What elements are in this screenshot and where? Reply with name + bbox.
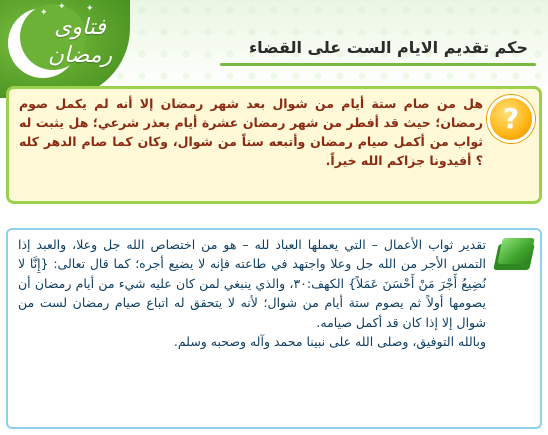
answer-box bbox=[6, 228, 542, 429]
answer-paragraph: تقدير ثواب الأعمال – التي يعملها العباد لله – هو من اختصاص الله جل وعلا، والعبد إذا التمس الأجر من الله جل وعلا واجتهد في طاعته فإنه لا يضيع أجره؛ كما قال تعالى: {إِنَّا لا نُضِيعُ أَجْرَ مَنْ أَحْسَنَ عَمَلاً} الكهف:٣٠، والذي ينبغي لمن كان عليه شيء من أيام رمضان أن يصومها أولاً ثم يصوم ستة أيام من شوال؛ لأنه لا يتحقق له اتباع صيام رمضان لست من شوال إلا إذا كان قد أكمل صيامه. bbox=[18, 237, 486, 330]
star-icon: ✦ bbox=[86, 4, 94, 14]
page-title: حكم تقديم الايام الست على القضاء bbox=[248, 38, 528, 57]
book-icon bbox=[494, 236, 534, 272]
answer-closing: وبالله التوفيق، وصلى الله على نبينا محمد وآله وصحبه وسلم. bbox=[173, 334, 486, 350]
logo-line-2: رمضان bbox=[47, 43, 113, 68]
question-mark-icon: ? bbox=[487, 95, 535, 143]
star-icon: ✦ bbox=[58, 2, 66, 12]
star-icon: ✦ bbox=[40, 8, 48, 18]
logo-text bbox=[34, 14, 126, 70]
question-text: هل من صام ستة أيام من شوال بعد شهر رمضان إلا أنه لم يكمل صوم رمضان؛ حيث قد أفطر من شهر رمضان عشرة أيام بعذر شرعي؛ هل يثبت له ثواب من أكمل صيام رمضان وأتبعه ستاً من شوال، وكان كما صام الدهر كله ؟ أفيدونا جزاكم الله خيراً. bbox=[19, 96, 483, 168]
title-underline bbox=[220, 63, 536, 66]
logo-line-1: فتاوى bbox=[54, 15, 106, 40]
question-box bbox=[6, 86, 542, 204]
answer-text bbox=[18, 235, 486, 351]
